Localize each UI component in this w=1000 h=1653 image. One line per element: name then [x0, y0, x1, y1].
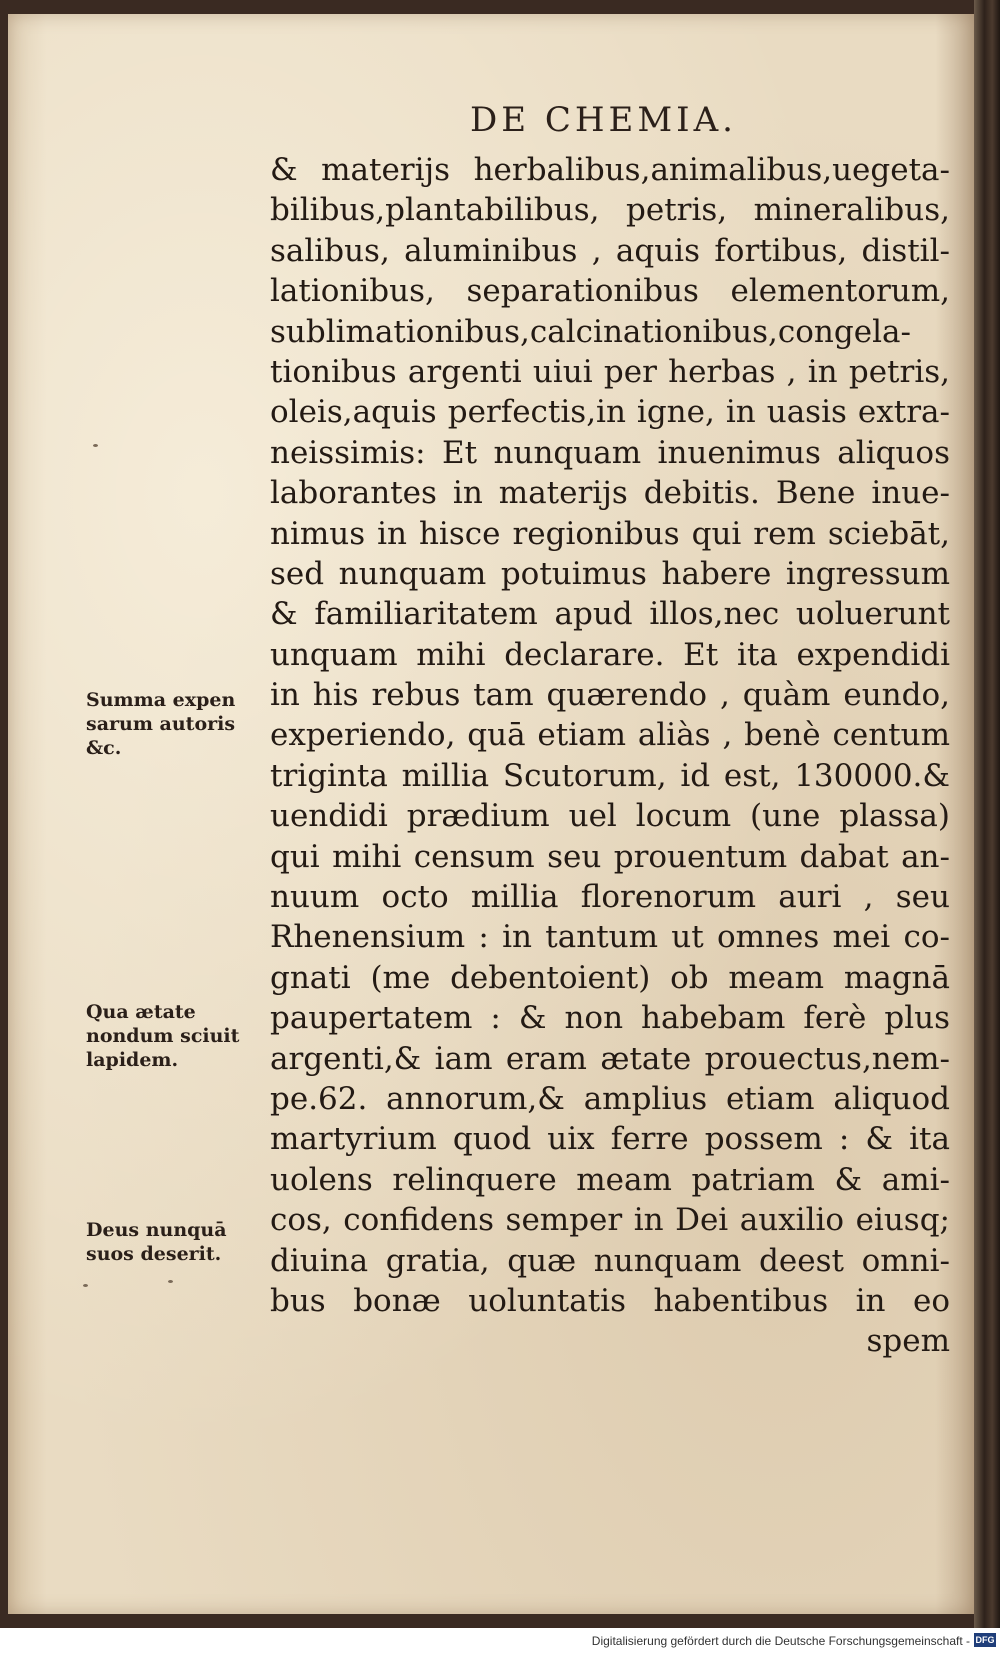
book-edge: [974, 0, 1000, 1628]
text-line: salibus, aluminibus , aquis fortibus, distil-: [270, 232, 950, 269]
margin-note-line: sarum autoris: [86, 713, 236, 735]
text-line: tionibus argenti uiui per herbas , in petris,: [270, 353, 950, 390]
catchword: spem: [866, 1323, 950, 1360]
text-line: gnati (me debentoient) ob meam magnā: [270, 959, 950, 996]
text-line: Rhenensium : in tantum ut omnes mei co-: [270, 919, 950, 956]
margin-note-line: nondum sciuit: [86, 1025, 240, 1047]
text-line: martyrium quod uix ferre possem : & ita: [270, 1121, 950, 1158]
text-line: bus bonæ uoluntatis habentibus in eo: [270, 1282, 950, 1319]
margin-note-line: &c.: [86, 737, 122, 759]
body-text: [270, 150, 950, 1362]
margin-note-line: Summa expen: [86, 689, 236, 711]
text-line: sublimationibus,calcinationibus,congela-: [270, 313, 911, 350]
text-line: qui mihi censum seu prouentum dabat an-: [270, 838, 950, 875]
text-line: uendidi prædium uel locum (une plassa): [270, 798, 950, 835]
text-line: & familiaritatem apud illos,nec uoluerunt: [270, 596, 950, 633]
text-line: nimus in hisce regionibus qui rem sciebāt,: [270, 515, 950, 552]
text-line: in his rebus tam quærendo , quàm eundo,: [270, 677, 950, 714]
text-line: nuum octo millia florenorum auri , seu: [270, 879, 950, 916]
margin-note-line: Deus nunquā: [86, 1219, 227, 1241]
footer-bar: [0, 1630, 1000, 1653]
text-line: cos, confidens semper in Dei auxilio eiusq;: [270, 1202, 950, 1239]
text-line: oleis,aquis perfectis,in igne, in uasis extra-: [270, 394, 950, 431]
text-line: & materijs herbalibus,animalibus,uegeta-: [270, 152, 950, 188]
margin-note-expenses: [86, 688, 276, 760]
ink-speck: [168, 1280, 173, 1283]
running-head: DE CHEMIA.: [470, 100, 737, 140]
text-line: pe.62. annorum,& amplius etiam aliquod: [270, 1080, 950, 1117]
text-line: paupertatem : & non habebam ferè plus: [270, 1000, 950, 1037]
text-line: uolens relinquere meam patriam & ami-: [270, 1161, 950, 1198]
text-line: neissimis: Et nunquam inuenimus aliquos: [270, 434, 950, 471]
text-line: unquam mihi declarare. Et ita expendidi: [270, 636, 950, 673]
dfg-logo: DFG: [975, 1635, 995, 1645]
margin-note-line: Qua ætate: [86, 1001, 196, 1023]
margin-note-line: suos deserit.: [86, 1243, 222, 1265]
margin-note-deus: [86, 1218, 276, 1266]
margin-note-age: [86, 1000, 276, 1072]
text-line: diuina gratia, quæ nunquam deest omni-: [270, 1242, 950, 1279]
text-line: argenti,& iam eram ætate prouectus,nem-: [270, 1040, 950, 1077]
text-line: sed nunquam potuimus habere ingressum: [270, 555, 950, 592]
text-line: bilibus,plantabilibus, petris, mineralibus,: [270, 192, 950, 229]
text-line: experiendo, quā etiam aliàs , benè centum: [270, 717, 950, 754]
text-line: lationibus, separationibus elementorum,: [270, 273, 950, 310]
text-line: laborantes in materijs debitis. Bene inue-: [270, 475, 950, 512]
funding-credit: Digitalisierung gefördert durch die Deutsche Forschungsgemeinschaft -: [591, 1634, 970, 1648]
ink-speck: [93, 444, 98, 447]
text-line: triginta millia Scutorum, id est, 130000.&: [270, 757, 950, 794]
margin-note-line: lapidem.: [86, 1049, 179, 1071]
ink-speck: [83, 1284, 88, 1287]
